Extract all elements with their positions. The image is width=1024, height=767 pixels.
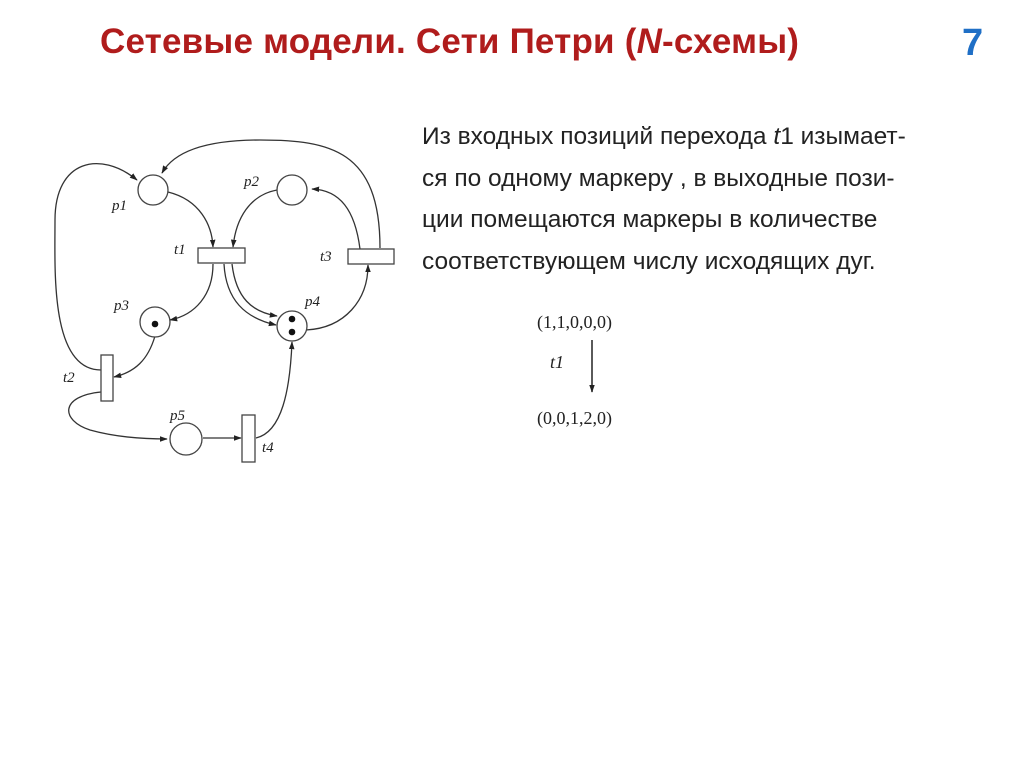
arc-t2-p1	[55, 164, 137, 370]
transitions	[101, 248, 394, 462]
marking-change	[537, 312, 612, 429]
title-italic: N	[636, 22, 663, 61]
arc-t3-p2	[312, 189, 360, 249]
arc-t3-p1	[162, 140, 380, 248]
label-t1: t1	[174, 242, 186, 258]
label-p2: p2	[244, 174, 259, 190]
label-t3: t3	[320, 249, 332, 265]
label-p3: p3	[114, 298, 129, 314]
transition-t3	[348, 249, 394, 264]
transition-t1	[198, 248, 245, 263]
arc-t1-p4-b	[232, 264, 277, 316]
transition-t2	[101, 355, 113, 401]
title-suffix: -схемы)	[662, 22, 800, 61]
description-line-2: ся по одному маркеру , в выходные пози-	[422, 164, 895, 192]
description-line-4: соответствующем числу исходящих дуг.	[422, 247, 876, 275]
arc-p2-t1	[233, 190, 277, 247]
arc-t1-p4-a	[224, 264, 276, 325]
title-prefix: Сетевые модели. Сети Петри (	[100, 22, 637, 61]
label-t2: t2	[63, 370, 75, 386]
arc-p1-t1	[168, 192, 213, 247]
token-p3	[152, 321, 159, 328]
transition-t4	[242, 415, 255, 462]
place-p2	[277, 175, 307, 205]
marking-transition-label: t1	[550, 352, 565, 372]
arc-t1-p3	[170, 264, 213, 320]
places	[138, 175, 307, 455]
arc-t4-p4	[256, 342, 292, 438]
place-p4	[277, 311, 307, 341]
arc-t2-p5	[69, 392, 167, 439]
token-p4-b	[289, 329, 296, 336]
arc-p3-t2	[114, 336, 155, 377]
description-line-3: ции помещаются маркеры в количестве	[422, 206, 878, 233]
label-t4: t4	[262, 440, 274, 456]
slide-number: 7	[962, 22, 984, 64]
marking-after: (0,0,1,2,0)	[537, 408, 612, 428]
place-p1	[138, 175, 168, 205]
place-p5	[170, 423, 202, 455]
label-p4: p4	[305, 294, 320, 310]
label-p5: p5	[170, 408, 185, 424]
description-line-1: Из входных позиций перехода t1 изымает-	[422, 123, 906, 150]
marking-before: (1,1,0,0,0)	[537, 312, 612, 332]
token-p4-a	[289, 316, 296, 323]
label-p1: p1	[112, 198, 127, 214]
